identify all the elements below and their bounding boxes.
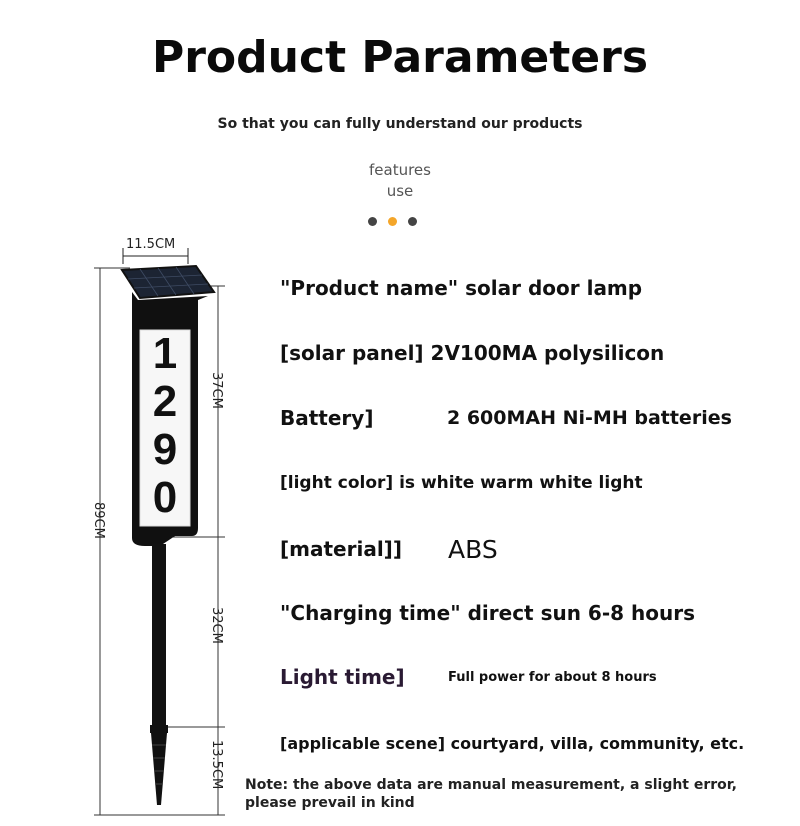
param-label: [applicable scene] courtyard, villa, community, etc. <box>280 734 745 753</box>
digit-1: 1 <box>152 329 178 378</box>
digit-2: 2 <box>152 377 178 426</box>
dimension-stake-height: 32CM <box>209 607 224 644</box>
param-value: ABS <box>448 535 498 564</box>
tagline-features: features <box>369 161 431 179</box>
param-label: Battery] <box>280 406 374 430</box>
footnote: Note: the above data are manual measurement, a slight error, please prevail in kind <box>245 777 737 811</box>
dot-3 <box>408 217 417 226</box>
pagination-dots <box>368 217 417 226</box>
param-label: [solar panel] 2V100MA polysilicon <box>280 341 665 365</box>
param-label: [material]] <box>280 537 402 561</box>
param-light-time <box>280 665 657 689</box>
param-charging-time <box>280 601 695 625</box>
dimension-total-height: 89CM <box>91 502 106 539</box>
param-product-name <box>280 276 642 300</box>
dimension-tip-height: 13.5CM <box>209 740 224 790</box>
param-label: Light time] <box>280 665 405 689</box>
param-label: [light color] is white warm white light <box>280 473 643 493</box>
page-title: Product Parameters <box>151 32 649 83</box>
param-label: "Product name" solar door lamp <box>280 276 643 300</box>
param-label: "Charging time" direct sun 6-8 hours <box>280 601 695 625</box>
param-solar-panel <box>280 341 664 365</box>
dot-1 <box>368 217 377 226</box>
solar-lamp-illustration <box>0 230 240 826</box>
param-value: Full power for about 8 hours <box>448 670 657 685</box>
digit-4: 0 <box>152 473 178 522</box>
param-applicable-scene <box>280 734 744 753</box>
param-battery <box>280 406 732 430</box>
digit-3: 9 <box>152 425 178 474</box>
dimension-width: 11.5CM <box>126 237 176 252</box>
dimension-panel-height: 37CM <box>209 372 224 409</box>
param-value: 2 600MAH Ni-MH batteries <box>447 407 732 429</box>
tagline-use: use <box>386 182 414 200</box>
page-subtitle: So that you can fully understand our products <box>217 116 583 132</box>
dot-2-active <box>388 217 397 226</box>
param-light-color <box>280 473 643 493</box>
param-material <box>280 535 498 564</box>
